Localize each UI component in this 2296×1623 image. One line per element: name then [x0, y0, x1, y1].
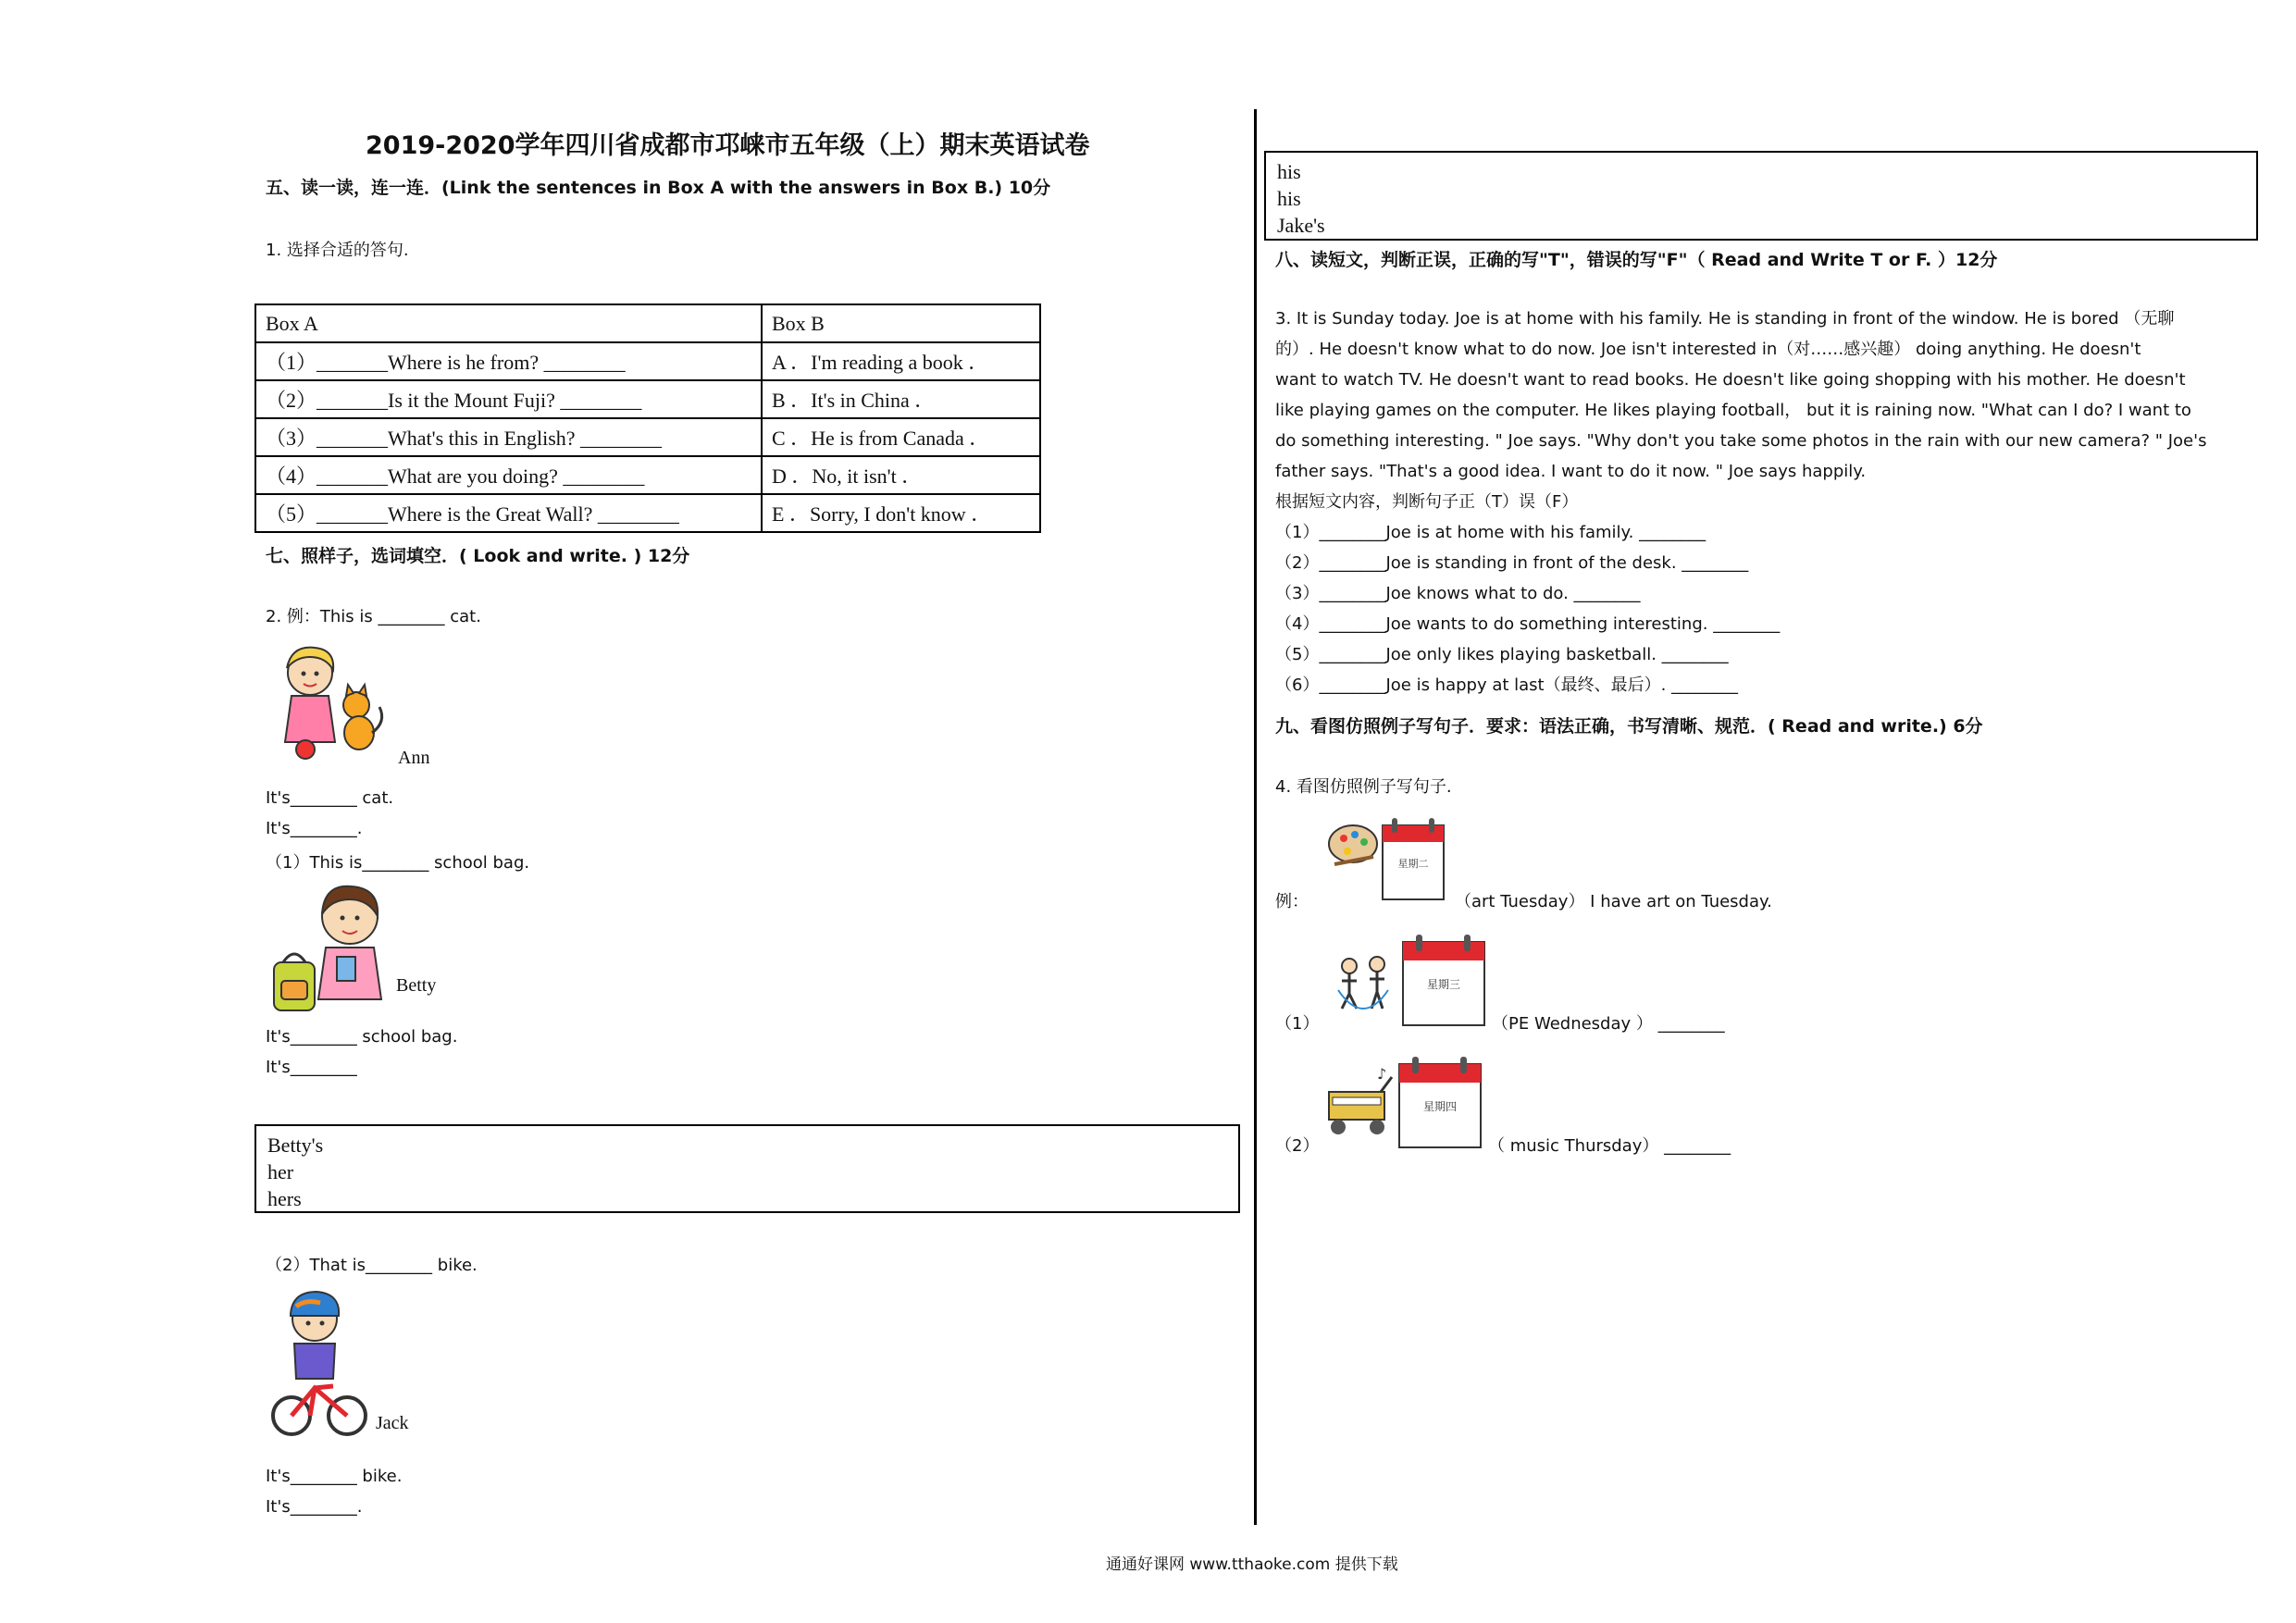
box-b-cell: E ．Sorry, I don't know ． [762, 494, 1040, 532]
q2-text: （ music Thursday） ________ [1488, 1136, 1731, 1156]
box-b-cell: C ．He is from Canada ． [762, 418, 1040, 456]
question-2: （2）That is________ bike. [266, 1256, 478, 1275]
pe-children-icon [1331, 953, 1396, 1018]
box-a-cell: （3）_______What's this in English? ________ [255, 418, 762, 456]
q1-label: （1） [1275, 1014, 1320, 1034]
passage-line: 的）. He doesn't know what to do now. Joe isn't interested in（对……感兴趣） doing anything. He doesn't [1275, 340, 2141, 359]
word-option: Betty's [267, 1134, 324, 1157]
matching-table [254, 304, 1041, 533]
tf-item: （4）________Joe wants to do something interesting. ________ [1275, 614, 1781, 634]
page-title: 2019-2020学年四川省成都市邛崃市五年级（上）期末英语试卷 [366, 131, 1090, 160]
calendar-day-label: 星期三 [1426, 978, 1461, 991]
betty-line-2: It's________ [266, 1058, 357, 1077]
box-a-cell: （5）_______Where is the Great Wall? ________ [255, 494, 762, 532]
table-row [255, 494, 1040, 532]
tf-item: （3）________Joe knows what to do. ________ [1275, 584, 1641, 603]
tf-item: （6）________Joe is happy at last（最终、最后）. ________ [1275, 675, 1739, 695]
table-header-row [255, 304, 1040, 342]
section5-heading: 五、读一读，连一连．(Link the sentences in Box A with the answers in Box B.) 10分 [266, 178, 1051, 198]
word-option: hers [267, 1187, 302, 1210]
ann-name: Ann [398, 748, 430, 768]
q1-text: （PE Wednesday ） ________ [1492, 1014, 1725, 1034]
tf-item: （5）________Joe only likes playing basketball. ________ [1275, 645, 1729, 664]
column-divider [1254, 109, 1257, 1525]
calendar-day-label: 星期二 [1397, 858, 1429, 870]
passage-line: do something interesting. " Joe says. "Why don't you take some photos in the rain with our new camera? " Joe's [1275, 431, 2207, 451]
svg-text:♪: ♪ [1377, 1065, 1387, 1083]
box-a-header: Box A [255, 304, 762, 342]
calendar-icon [1397, 1055, 1483, 1149]
example-label: 例： [1275, 892, 1309, 911]
reading-passage [1275, 304, 2233, 700]
art-palette-icon [1325, 816, 1381, 872]
betty-line-1: It's________ school bag. [266, 1027, 458, 1047]
table-row [255, 380, 1040, 418]
calendar-icon [1381, 816, 1446, 901]
section8-heading: 八、读短文，判断正误，正确的写"T"，错误的写"F"（ Read and Write T or F. ）12分 [1275, 250, 1998, 270]
word-box-left [254, 1124, 1240, 1213]
tf-item: （2）________Joe is standing in front of the desk. ________ [1275, 553, 1749, 573]
betty-schoolbag-picture [268, 879, 398, 1018]
passage-line: like playing games on the computer. He likes playing football， but it is raining now. "What can I do? I want to [1275, 401, 2191, 420]
section9-question-label: 4. 看图仿照例子写句子. [1275, 777, 1452, 797]
example-text: （art Tuesday） I have art on Tuesday. [1455, 892, 1772, 911]
word-option: his [1277, 160, 1301, 183]
table-row [255, 418, 1040, 456]
word-option: Jake's [1277, 214, 1325, 237]
box-b-header: Box B [762, 304, 1040, 342]
calendar-icon [1401, 933, 1486, 1027]
tf-item: （1）________Joe is at home with his family. ________ [1275, 523, 1706, 542]
box-a-cell: （2）_______Is it the Mount Fuji? ________ [255, 380, 762, 418]
box-b-cell: A ．I'm reading a book ． [762, 342, 1040, 380]
betty-name: Betty [396, 975, 437, 996]
section5-question-label: 1. 选择合适的答句. [266, 241, 409, 260]
word-option: his [1277, 187, 1301, 210]
music-organ-icon [1323, 1064, 1397, 1138]
page-footer: 通通好课网 www.tthaoke.com 提供下载 [1106, 1555, 1398, 1574]
ann-cat-picture [268, 640, 389, 761]
word-option: her [267, 1160, 294, 1183]
jack-line-2: It's________. [266, 1497, 363, 1517]
table-row [255, 456, 1040, 494]
calendar-day-label: 星期四 [1422, 1100, 1458, 1113]
ann-line-1: It's________ cat. [266, 788, 394, 808]
word-box-right [1264, 151, 2258, 241]
jack-bike-picture [268, 1286, 370, 1443]
section7-example: 2. 例：This is ________ cat. [266, 607, 481, 626]
table-row [255, 342, 1040, 380]
section7-heading: 七、照样子，选词填空．( Look and write. ) 12分 [266, 546, 690, 566]
box-a-cell: （4）_______What are you doing? ________ [255, 456, 762, 494]
ann-line-2: It's________. [266, 819, 363, 838]
box-a-cell: （1）_______Where is he from? ________ [255, 342, 762, 380]
section9-heading: 九、看图仿照例子写句子．要求：语法正确，书写清晰、规范．( Read and write.) 6分 [1275, 716, 1983, 737]
passage-line: want to watch TV. He doesn't want to read books. He doesn't like going shopping with his mother. He doesn't [1275, 370, 2186, 390]
box-b-cell: B ．It's in China ． [762, 380, 1040, 418]
jack-line-1: It's________ bike. [266, 1467, 403, 1486]
passage-line: 3. It is Sunday today. Joe is at home with his family. He is standing in front of the window. He is bored （无聊 [1275, 309, 2175, 328]
box-b-cell: D ．No, it isn't ． [762, 456, 1040, 494]
passage-line: father says. "That's a good idea. I want to do it now. " Joe says happily. [1275, 462, 1867, 481]
passage-instruction: 根据短文内容，判断句子正（T）误（F） [1275, 492, 1579, 512]
question-1: （1）This is________ school bag. [266, 853, 530, 873]
q2-label: （2） [1275, 1136, 1320, 1156]
jack-name: Jack [376, 1413, 409, 1433]
